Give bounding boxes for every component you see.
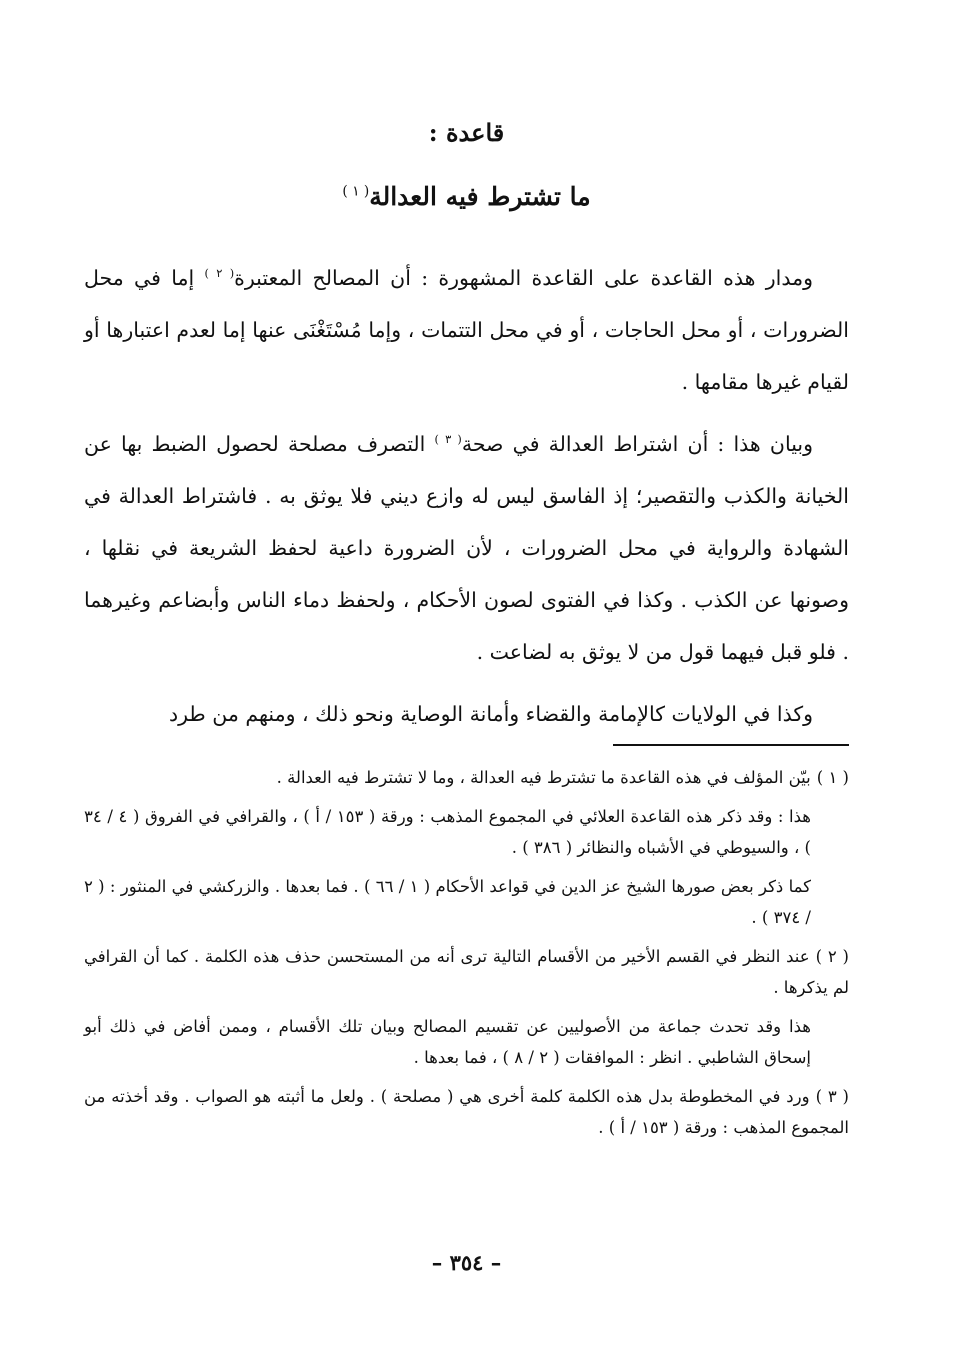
footnote-3: ( ٣ )ورد في المخطوطة بدل هذه الكلمة كلمة أخرى هي ( مصلحة ) . ولعل ما أثبته هو الصواب . وقد أخذته من المجموع المذهب : ورقة ( ١٥٣ / أ ) . <box>84 1086 849 1137</box>
footnote-ref-1[interactable]: ( ١ ) <box>342 183 370 200</box>
page-number: – ٣٥٤ – <box>431 1250 502 1275</box>
footnote-number: ( ٢ ) <box>815 946 849 966</box>
footnote-2-more: هذا وقد تحدث جماعة من الأصوليين عن تقسيم المصالح وبيان تلك الأقسام ، وممن أفاض في ذلك أبو إسحاق الشاطبي . انظر : الموافقات ( ٢ / ٨ ) ، فما بعدها . <box>84 1016 811 1067</box>
paragraph-2: وبيان هذا : أن اشتراط العدالة في صحة$^{( ٣ )}$ التصرف مصلحة لحصول الضبط بها عن الخيانة والكذب والتقصير؛ إذ الفاسق ليس له وازع ديني فلا يوثق به . فاشتراط العدالة في الشهادة والرواية في محل الضرورات ، لأن الضرورة داعية لحفظ الشريعة في نقلها ، وصونها عن الكذب . وكذا في الفتوى لصون الأحكام ، ولحفظ دماء الناس وأبضاعم وغيرهما . فلو قبل فيهما قول من لا يوثق به لضاعت . <box>84 432 849 664</box>
footnote-1-more: كما ذكر بعض صورها الشيخ عز الدين في قواعد الأحكام ( ١ / ٦٦ ) . فما بعدها . والزركشي في المنثور : ( ٢ / ٣٧٤ ) . <box>84 876 811 927</box>
footnote-number: ( ١ ) <box>816 768 849 787</box>
paragraph-3: وكذا في الولايات كالإمامة والقضاء وأمانة الوصاية ونحو ذلك ، ومنهم من طرد <box>168 702 813 726</box>
rule-title <box>84 180 849 214</box>
main-text <box>84 252 849 750</box>
footnote-separator <box>613 744 849 746</box>
footnotes <box>84 762 849 1151</box>
rule-label: قاعدة : <box>428 118 505 147</box>
footnote-number: ( ٣ ) <box>815 1086 849 1106</box>
footnote-2: ( ٢ )عند النظر في القسم الأخير من الأقسام التالية ترى أنه من المستحسن حذف هذه الكلمة . كما أن القرافي لم يذكرها . <box>84 946 849 997</box>
footnote-1-sources: هذا : وقد ذكر هذه القاعدة العلائي في المجموع المذهب : ورقة ( ١٥٣ / أ ) ، والقرافي في الفروق ( ٤ / ٣٤ ) ، والسيوطي في الأشباه والنظائر ( ٣٨٦ ) . <box>84 806 811 857</box>
footnote-1: ( ١ )بيّن المؤلف في هذه القاعدة ما تشترط فيه العدالة ، وما لا تشترط فيه العدالة . <box>276 768 849 787</box>
book-page <box>84 0 849 1367</box>
footnote-ref-3[interactable]: ( ٣ ) <box>434 433 462 447</box>
paragraph-1: ومدار هذه القاعدة على القاعدة المشهورة : أن المصالح المعتبرة$^{( ٢ )}$ إما في محل الضرورات ، أو محل الحاجات ، أو في محل التتمات ، وإما مُسْتَغْنَى عنها إما لعدم اعتبارها أو لقيام غيرها مقامها . <box>84 266 849 394</box>
rule-title-text: ما تشترط فيه العدالة <box>369 182 591 211</box>
footnote-ref-2[interactable]: ( ٢ ) <box>204 267 235 281</box>
